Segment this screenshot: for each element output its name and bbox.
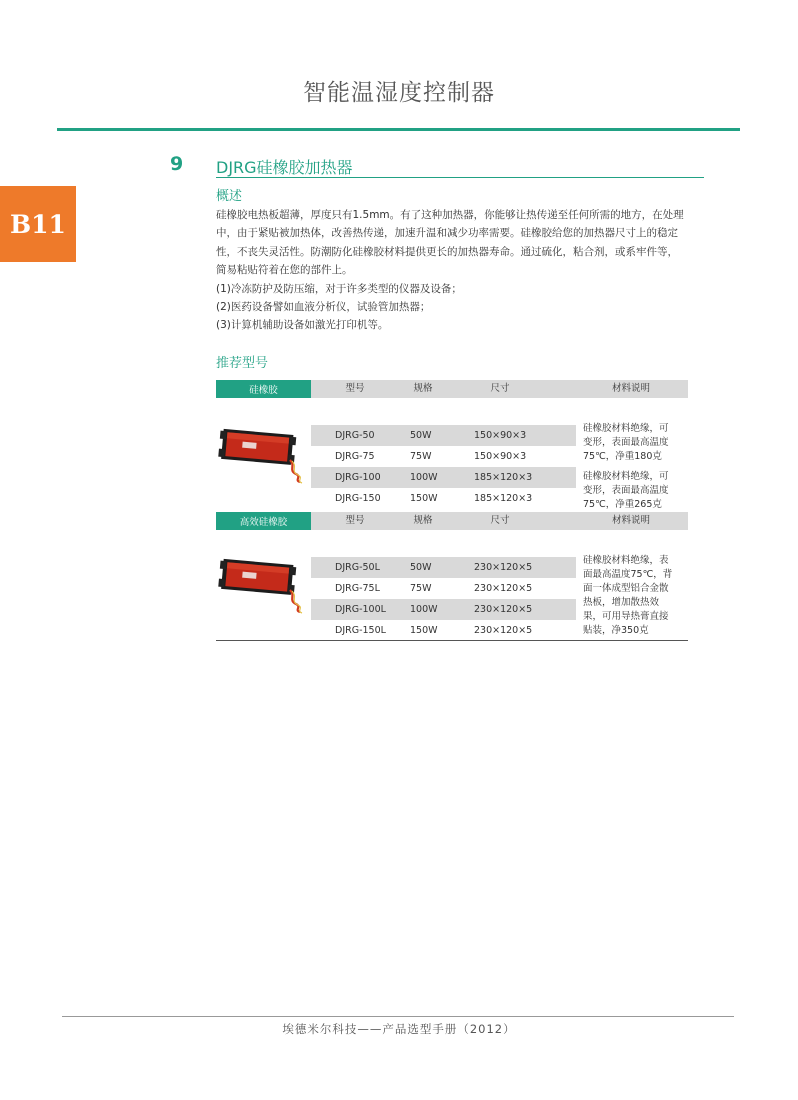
section-number: 9 [170, 153, 184, 175]
cell-spec: 75W [410, 583, 432, 594]
header-divider [57, 128, 740, 131]
overview-body [216, 206, 710, 335]
header-desc: 材料说明 [611, 383, 650, 394]
chapter-tab: B11 [0, 186, 76, 262]
footer-text: 埃德米尔科技——产品选型手册（2012） [282, 1022, 516, 1036]
table-row [311, 467, 576, 488]
table-body [216, 530, 688, 636]
cell-size: 230×120×5 [474, 625, 533, 636]
cell-spec: 150W [410, 625, 438, 636]
cell-spec: 50W [410, 562, 432, 573]
table-row [311, 425, 576, 446]
overview-line: 性，不丧失灵活性。防潮防化硅橡胶材料提供更长的加热器寿命。通过硫化，粘合剂，或系牢件等， [216, 245, 678, 258]
header-size: 尺寸 [490, 515, 510, 526]
desc-line: 变形，表面最高温度 [583, 437, 669, 448]
cell-size: 230×120×5 [474, 583, 533, 594]
material-description [583, 422, 679, 464]
header-model: 型号 [345, 383, 365, 394]
model-table-silicone [216, 380, 688, 510]
overview-line: 硅橡胶电热板超薄，厚度只有1.5mm。有了这种加热器，你能够让热传递至任何所需的地方，在处理 [216, 209, 684, 221]
cell-spec: 75W [410, 451, 432, 462]
table-row [311, 599, 576, 620]
cell-model: DJRG-100L [335, 604, 386, 615]
desc-line: 硅橡胶材料绝缘，可 [583, 423, 669, 434]
desc-line: 75℃，净重180克 [583, 451, 662, 462]
table-row [311, 488, 576, 509]
heater-image [218, 422, 306, 484]
section-divider [216, 177, 704, 178]
model-table-high-efficiency [216, 512, 688, 636]
cell-spec: 150W [410, 493, 438, 504]
cell-spec: 100W [410, 604, 438, 615]
overview-line: (3)计算机辅助设备如激光打印机等。 [216, 319, 389, 332]
header-desc: 材料说明 [611, 515, 650, 526]
table-category: 高效硅橡胶 [216, 512, 311, 530]
desc-line: 热板，增加散热效 [583, 597, 660, 608]
overview-heading: 概述 [216, 189, 243, 204]
table-bottom-rule [216, 640, 688, 641]
cell-model: DJRG-50 [335, 430, 375, 441]
section-title: DJRG硅橡胶加热器 [216, 158, 353, 177]
table-row [311, 620, 576, 641]
header-model: 型号 [345, 515, 365, 526]
page-header-title: 智能温湿度控制器 [303, 80, 495, 106]
desc-line: 硅橡胶材料绝缘，表 [583, 555, 669, 566]
header-size: 尺寸 [490, 383, 510, 394]
table-body [216, 398, 688, 510]
heater-image [218, 552, 306, 614]
header-spec: 规格 [413, 515, 433, 526]
table-header [216, 512, 688, 530]
material-description [583, 554, 679, 638]
table-row [311, 578, 576, 599]
overview-line: (2)医药设备譬如血液分析仪，试验管加热器； [216, 301, 431, 314]
cell-size: 230×120×5 [474, 604, 533, 615]
cell-model: DJRG-100 [335, 472, 381, 483]
cell-spec: 100W [410, 472, 438, 483]
cell-size: 150×90×3 [474, 451, 527, 462]
desc-line: 硅橡胶材料绝缘，可 [583, 471, 669, 482]
table-row [311, 446, 576, 467]
cell-size: 230×120×5 [474, 562, 533, 573]
desc-line: 变形，表面最高温度 [583, 485, 669, 496]
overview-line: (1)冷冻防护及防压缩，对于许多类型的仪器及设备； [216, 282, 462, 295]
cell-model: DJRG-75 [335, 451, 375, 462]
cell-model: DJRG-50L [335, 562, 380, 573]
recommend-heading: 推荐型号 [216, 356, 269, 371]
table-header [216, 380, 688, 398]
desc-line: 贴装，净350克 [583, 625, 649, 636]
material-description [583, 470, 679, 512]
overview-line: 中，由于紧贴被加热体，改善热传递，加速升温和减少功率需要。硅橡胶给您的加热器尺寸上的稳定 [216, 227, 678, 240]
footer-divider [62, 1016, 734, 1017]
cell-model: DJRG-150L [335, 625, 386, 636]
desc-line: 75℃，净重265克 [583, 499, 662, 510]
cell-size: 185×120×3 [474, 493, 533, 504]
desc-line: 面最高温度75℃，背 [583, 569, 673, 580]
desc-line: 果，可用导热膏直接 [583, 611, 669, 622]
header-spec: 规格 [413, 383, 433, 394]
overview-line: 简易粘贴符着在您的部件上。 [216, 264, 353, 277]
table-row [311, 557, 576, 578]
table-category: 硅橡胶 [216, 380, 311, 398]
cell-size: 150×90×3 [474, 430, 527, 441]
cell-size: 185×120×3 [474, 472, 533, 483]
cell-model: DJRG-75L [335, 583, 380, 594]
desc-line: 面一体成型铝合金散 [583, 583, 669, 594]
cell-spec: 50W [410, 430, 432, 441]
cell-model: DJRG-150 [335, 493, 381, 504]
